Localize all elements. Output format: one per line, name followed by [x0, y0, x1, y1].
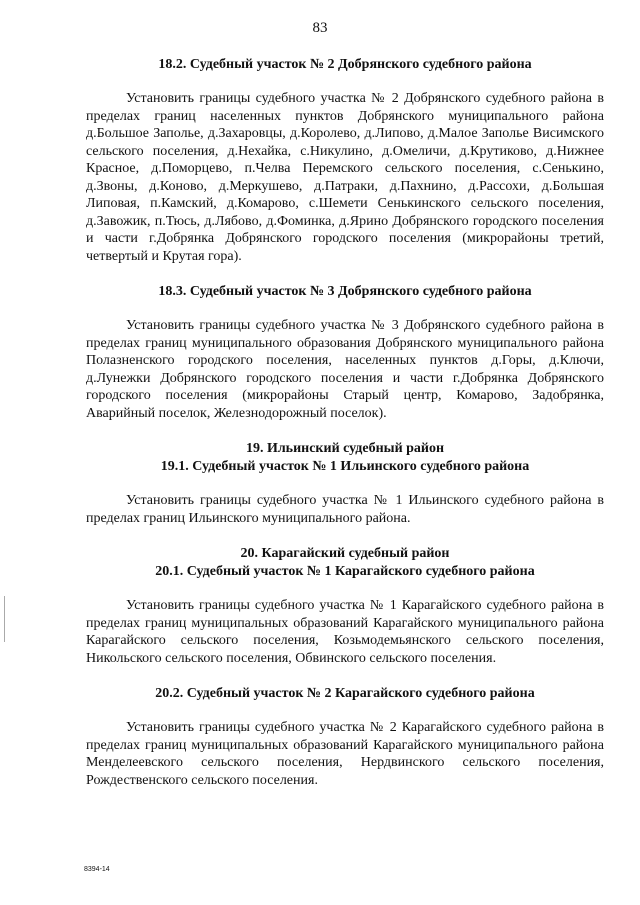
section-20-2: [86, 685, 604, 789]
section-text: Установить границы судебного участка № 1 Карагайского судебного района в пределах границ муниципальных образований Карагайского муниципального района Карагайского сельского поселения, Козьмодемьянского сельского поселения, Никольского сельского поселения, Обвинского сельского поселения.: [86, 598, 604, 666]
district-title: 20. Карагайский судебный район: [240, 546, 450, 561]
document-body: [86, 56, 604, 807]
section-19-1: [86, 440, 604, 527]
section-20-1: [86, 545, 604, 667]
section-title: 20.2. Судебный участок № 2 Карагайского судебного района: [155, 686, 535, 701]
section-18-3: [86, 283, 604, 422]
margin-scan-mark: [4, 596, 5, 642]
section-text: Установить границы судебного участка № 1 Ильинского судебного района в пределах границ Ильинского муниципального района.: [86, 493, 604, 526]
section-text: Установить границы судебного участка № 2 Добрянского судебного района в пределах границ населенных пунктов Добрянского муниципального района д.Большое Заполье, д.Захаровцы, д.Королево, д.Липово, д.Малое Заполье Висимского сельского поселения, д.Нехайка, с.Никулино, д.Омеличи, д.Крутиково, д.Нижнее Красное, д.Поморцево, п.Челва Перемского сельского поселения, с.Сенькино, д.Звоны, д.Коново, д.Меркушево, д.Патраки, д.Пахнино, д.Рассохи, д.Большая Липовая, п.Камский, д.Комарово, с.Шемети Сенькинского сельского поселения, д.Завожик, п.Тюсь, д.Лябово, д.Фоминка, д.Ярино Добрянского городского поселения и части г.Добрянка Добрянского городского поселения (микрорайоны третий, четвертый и Крутая гора).: [86, 91, 604, 264]
section-title: 18.3. Судебный участок № 3 Добрянского судебного района: [158, 284, 532, 299]
district-title: 19. Ильинский судебный район: [245, 441, 445, 456]
page-number: 83: [312, 20, 328, 36]
section-title: 20.1. Судебный участок № 1 Карагайского судебного района: [155, 564, 535, 579]
section-text: Установить границы судебного участка № 3 Добрянского судебного района в пределах границ муниципального образования Добрянского муниципального района Полазненского городского поселения, населенных пунктов д.Горы, д.Ключи, д.Лунежки Добрянского городского поселения и части г.Добрянка Добрянского городского поселения (микрорайоны Старый центр, Комарово, Задобрянка, Аварийный поселок, Железнодорожный поселок).: [86, 318, 604, 421]
section-title: 18.2. Судебный участок № 2 Добрянского судебного района: [158, 57, 532, 72]
document-code: 8394-14: [84, 866, 110, 873]
section-title: 19.1. Судебный участок № 1 Ильинского судебного района: [160, 459, 530, 474]
section-text: Установить границы судебного участка № 2 Карагайского судебного района в пределах границ муниципальных образований Карагайского муниципального района Менделеевского сельского поселения, Нердвинского сельского поселения, Рождественского сельского поселения.: [86, 720, 604, 788]
section-18-2: [86, 56, 604, 265]
